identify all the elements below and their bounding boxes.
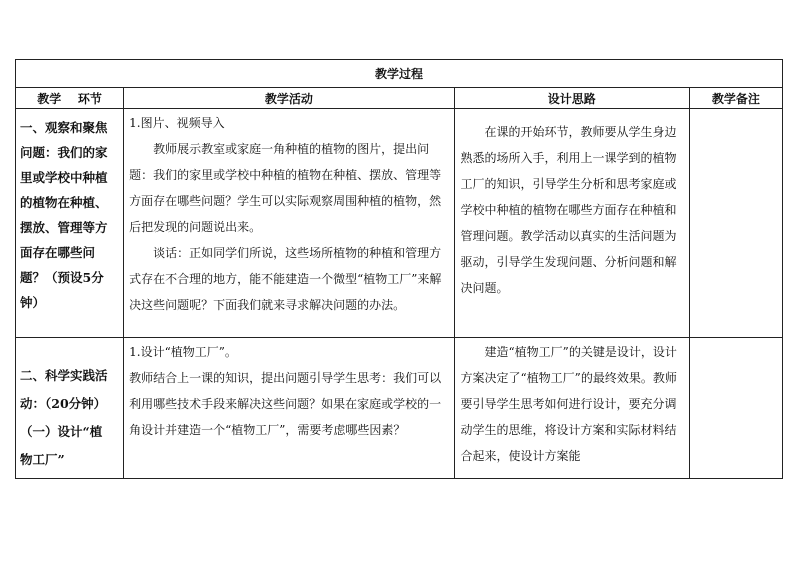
table-title: 教学过程 (16, 60, 783, 88)
stage-subtitle: （一）设计“植 (20, 424, 103, 439)
activity-heading: 1.图片、视频导入 (129, 116, 225, 130)
header-design: 设计思路 (454, 88, 689, 109)
activity-paragraph: 谈话：正如同学们所说，这些场所植物的种植和管理方式存在不合理的地方，能不能建造一个微型“植物工厂”来解决这些问题呢？下面我们就来寻求解决问题的办法。 (129, 246, 442, 312)
note-cell (689, 338, 782, 479)
stage-cell (16, 338, 124, 479)
header-activity: 教学活动 (124, 88, 454, 109)
table-row (16, 109, 783, 338)
activity-paragraph: 教师展示教室或家庭一角种植的植物的图片，提出问题：我们的家里或学校中种植的植物在种植、摆放、管理等方面存在哪些问题？学生可以实际观察周围种植的植物，然后把发现的问题说出来。 (129, 142, 442, 234)
activity-heading: 1.设计“植物工厂”。 (129, 345, 237, 359)
header-stage: 教学 环节 (16, 88, 124, 109)
header-note: 教学备注 (689, 88, 782, 109)
design-cell (454, 338, 689, 479)
design-text: 在课的开始环节，教师要从学生身边熟悉的场所入手，利用上一课学到的植物工厂的知识，引导学生分析和思考家庭或学校中种植的植物在哪些方面存在种植和管理问题。教学活动以真实的生活问题为驱动，引导学生发现问题、分析问题和解决问题。 (460, 125, 677, 295)
stage-title: 一、观察和聚焦 (20, 120, 108, 135)
activity-cell (124, 338, 454, 479)
table-row (16, 338, 783, 479)
stage-cell (16, 109, 124, 338)
stage-text: 动：（20分钟） (20, 396, 107, 411)
design-text: 建造“植物工厂”的关键是设计，设计方案决定了“植物工厂”的最终效果。教师要引导学生思考如何进行设计，要充分调动学生的思维，将设计方案和实际材料结合起来，使设计方案能 (460, 345, 677, 463)
stage-title: 二、科学实践活 (20, 368, 108, 383)
design-cell (454, 109, 689, 338)
teaching-process-table (15, 59, 783, 479)
note-cell (689, 109, 782, 338)
activity-cell (124, 109, 454, 338)
activity-paragraph: 教师结合上一课的知识，提出问题引导学生思考：我们可以利用哪些技术手段来解决这些问题？如果在家庭或学校的一角设计并建造一个“植物工厂”，需要考虑哪些因素？ (129, 371, 442, 437)
stage-subtitle: 物工厂” (20, 452, 65, 467)
stage-text: 问题：我们的家里或学校中种植的植物在种植、摆放、管理等方面存在哪些问题？（预设5分钟） (20, 145, 108, 310)
